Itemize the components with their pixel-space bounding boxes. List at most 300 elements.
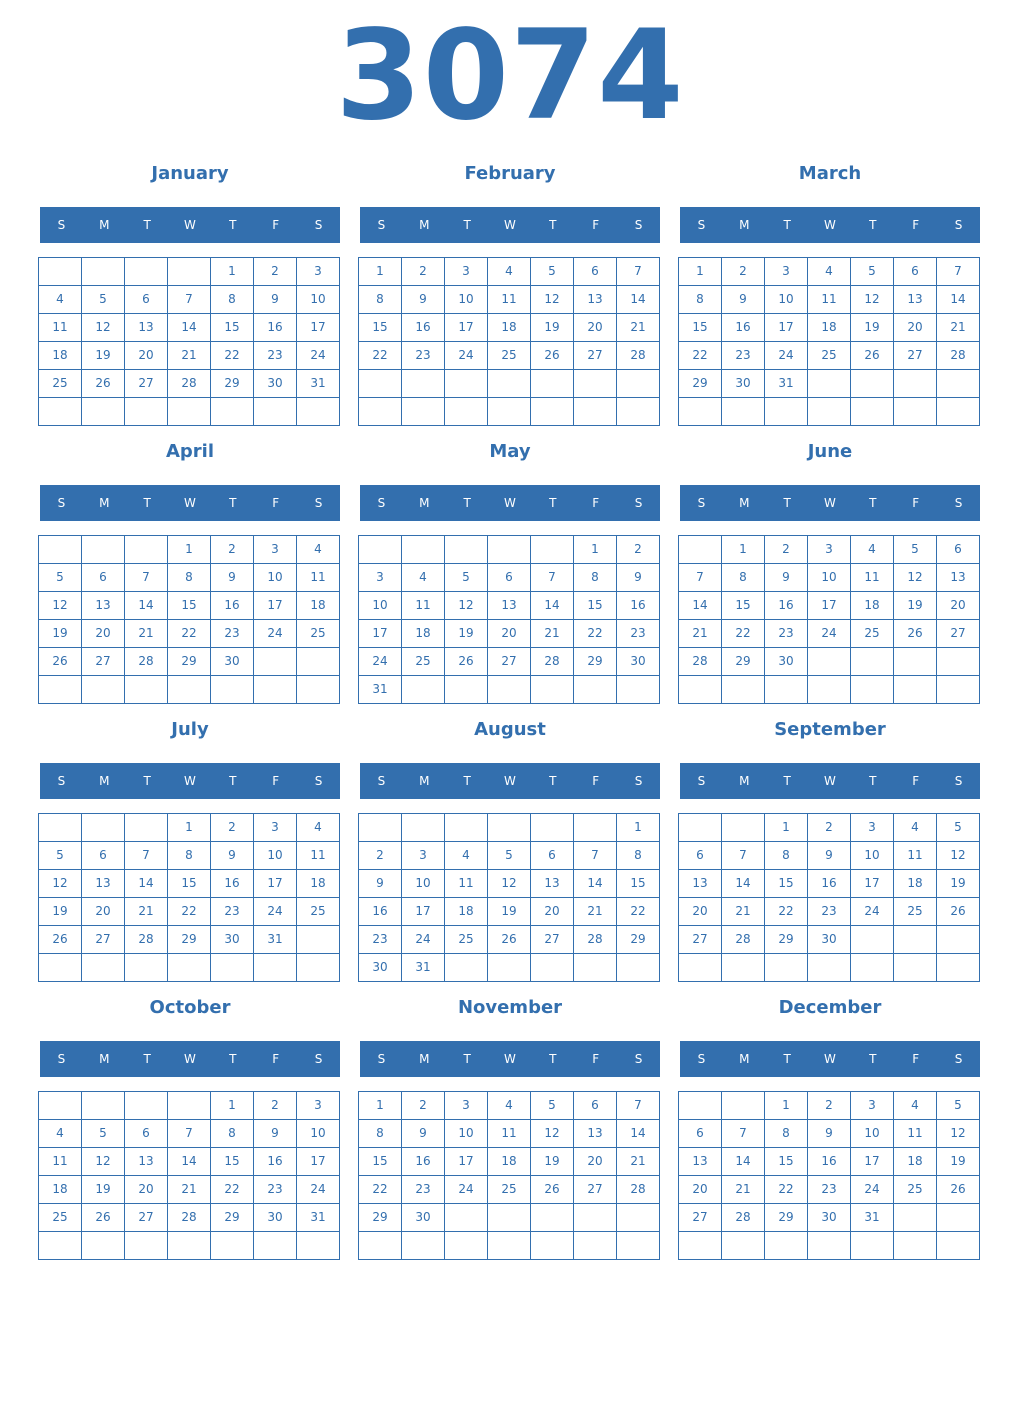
day-cell[interactable]: 27 xyxy=(81,925,125,954)
day-cell[interactable]: 31 xyxy=(296,369,340,398)
day-cell[interactable]: 25 xyxy=(893,897,937,926)
day-cell[interactable]: 1 xyxy=(210,257,254,286)
day-cell[interactable]: 18 xyxy=(487,313,531,342)
day-cell[interactable]: 30 xyxy=(210,925,254,954)
day-cell[interactable]: 5 xyxy=(81,285,125,314)
day-cell[interactable]: 7 xyxy=(721,1119,765,1148)
day-cell[interactable]: 6 xyxy=(678,1119,722,1148)
day-cell[interactable]: 18 xyxy=(38,341,82,370)
day-cell[interactable]: 12 xyxy=(530,1119,574,1148)
day-cell[interactable]: 12 xyxy=(81,313,125,342)
day-cell[interactable]: 6 xyxy=(81,841,125,870)
day-cell[interactable]: 15 xyxy=(358,313,402,342)
day-cell[interactable]: 30 xyxy=(401,1203,445,1232)
day-cell[interactable]: 16 xyxy=(721,313,765,342)
day-cell[interactable]: 29 xyxy=(358,1203,402,1232)
day-cell[interactable]: 22 xyxy=(721,619,765,648)
day-cell[interactable]: 30 xyxy=(807,1203,851,1232)
day-cell[interactable]: 13 xyxy=(487,591,531,620)
day-cell[interactable]: 3 xyxy=(358,563,402,592)
day-cell[interactable]: 8 xyxy=(573,563,617,592)
day-cell[interactable]: 19 xyxy=(81,1175,125,1204)
day-cell[interactable]: 23 xyxy=(210,897,254,926)
day-cell[interactable]: 12 xyxy=(81,1147,125,1176)
day-cell[interactable]: 14 xyxy=(530,591,574,620)
day-cell[interactable]: 2 xyxy=(253,257,297,286)
day-cell[interactable]: 4 xyxy=(487,1091,531,1120)
day-cell[interactable]: 25 xyxy=(296,619,340,648)
day-cell[interactable]: 29 xyxy=(210,1203,254,1232)
day-cell[interactable]: 26 xyxy=(936,1175,980,1204)
day-cell[interactable]: 13 xyxy=(81,869,125,898)
day-cell[interactable]: 16 xyxy=(807,1147,851,1176)
day-cell[interactable]: 9 xyxy=(401,285,445,314)
day-cell[interactable]: 9 xyxy=(721,285,765,314)
day-cell[interactable]: 18 xyxy=(38,1175,82,1204)
day-cell[interactable]: 22 xyxy=(573,619,617,648)
day-cell[interactable]: 27 xyxy=(487,647,531,676)
day-cell[interactable]: 8 xyxy=(358,285,402,314)
day-cell[interactable]: 25 xyxy=(487,341,531,370)
day-cell[interactable]: 25 xyxy=(807,341,851,370)
day-cell[interactable]: 6 xyxy=(124,285,168,314)
day-cell[interactable]: 15 xyxy=(678,313,722,342)
day-cell[interactable]: 13 xyxy=(678,869,722,898)
day-cell[interactable]: 28 xyxy=(530,647,574,676)
day-cell[interactable]: 23 xyxy=(807,897,851,926)
day-cell[interactable]: 19 xyxy=(38,897,82,926)
day-cell[interactable]: 19 xyxy=(81,341,125,370)
day-cell[interactable]: 24 xyxy=(296,1175,340,1204)
day-cell[interactable]: 6 xyxy=(124,1119,168,1148)
day-cell[interactable]: 28 xyxy=(616,341,660,370)
day-cell[interactable]: 9 xyxy=(764,563,808,592)
day-cell[interactable]: 6 xyxy=(530,841,574,870)
day-cell[interactable]: 23 xyxy=(210,619,254,648)
day-cell[interactable]: 5 xyxy=(530,1091,574,1120)
day-cell[interactable]: 20 xyxy=(573,1147,617,1176)
day-cell[interactable]: 29 xyxy=(573,647,617,676)
day-cell[interactable]: 14 xyxy=(678,591,722,620)
day-cell[interactable]: 24 xyxy=(444,1175,488,1204)
day-cell[interactable]: 6 xyxy=(893,257,937,286)
day-cell[interactable]: 11 xyxy=(807,285,851,314)
day-cell[interactable]: 3 xyxy=(296,1091,340,1120)
day-cell[interactable]: 16 xyxy=(210,869,254,898)
day-cell[interactable]: 2 xyxy=(210,535,254,564)
day-cell[interactable]: 10 xyxy=(444,285,488,314)
day-cell[interactable]: 1 xyxy=(210,1091,254,1120)
day-cell[interactable]: 15 xyxy=(167,591,211,620)
day-cell[interactable]: 21 xyxy=(124,897,168,926)
day-cell[interactable]: 10 xyxy=(764,285,808,314)
day-cell[interactable]: 17 xyxy=(850,869,894,898)
day-cell[interactable]: 3 xyxy=(850,1091,894,1120)
day-cell[interactable]: 14 xyxy=(167,1147,211,1176)
day-cell[interactable]: 11 xyxy=(296,563,340,592)
day-cell[interactable]: 26 xyxy=(530,341,574,370)
day-cell[interactable]: 22 xyxy=(167,897,211,926)
day-cell[interactable]: 15 xyxy=(210,1147,254,1176)
day-cell[interactable]: 30 xyxy=(210,647,254,676)
day-cell[interactable]: 12 xyxy=(936,841,980,870)
day-cell[interactable]: 16 xyxy=(253,313,297,342)
day-cell[interactable]: 30 xyxy=(764,647,808,676)
day-cell[interactable]: 29 xyxy=(616,925,660,954)
day-cell[interactable]: 20 xyxy=(893,313,937,342)
day-cell[interactable]: 15 xyxy=(616,869,660,898)
day-cell[interactable]: 18 xyxy=(487,1147,531,1176)
day-cell[interactable]: 15 xyxy=(358,1147,402,1176)
day-cell[interactable]: 20 xyxy=(124,1175,168,1204)
day-cell[interactable]: 25 xyxy=(893,1175,937,1204)
day-cell[interactable]: 8 xyxy=(358,1119,402,1148)
day-cell[interactable]: 7 xyxy=(721,841,765,870)
day-cell[interactable]: 1 xyxy=(616,813,660,842)
day-cell[interactable]: 23 xyxy=(358,925,402,954)
day-cell[interactable]: 26 xyxy=(81,1203,125,1232)
day-cell[interactable]: 7 xyxy=(530,563,574,592)
day-cell[interactable]: 8 xyxy=(678,285,722,314)
day-cell[interactable]: 8 xyxy=(210,1119,254,1148)
day-cell[interactable]: 1 xyxy=(764,813,808,842)
day-cell[interactable]: 2 xyxy=(253,1091,297,1120)
day-cell[interactable]: 3 xyxy=(401,841,445,870)
day-cell[interactable]: 10 xyxy=(444,1119,488,1148)
day-cell[interactable]: 12 xyxy=(893,563,937,592)
day-cell[interactable]: 8 xyxy=(167,841,211,870)
day-cell[interactable]: 9 xyxy=(616,563,660,592)
day-cell[interactable]: 23 xyxy=(721,341,765,370)
day-cell[interactable]: 10 xyxy=(358,591,402,620)
day-cell[interactable]: 14 xyxy=(124,869,168,898)
day-cell[interactable]: 30 xyxy=(358,953,402,982)
day-cell[interactable]: 13 xyxy=(893,285,937,314)
day-cell[interactable]: 18 xyxy=(893,1147,937,1176)
day-cell[interactable]: 25 xyxy=(850,619,894,648)
day-cell[interactable]: 18 xyxy=(807,313,851,342)
day-cell[interactable]: 2 xyxy=(721,257,765,286)
day-cell[interactable]: 4 xyxy=(444,841,488,870)
day-cell[interactable]: 16 xyxy=(401,313,445,342)
day-cell[interactable]: 5 xyxy=(444,563,488,592)
day-cell[interactable]: 24 xyxy=(850,897,894,926)
day-cell[interactable]: 20 xyxy=(678,1175,722,1204)
day-cell[interactable]: 15 xyxy=(721,591,765,620)
day-cell[interactable]: 21 xyxy=(721,897,765,926)
day-cell[interactable]: 25 xyxy=(296,897,340,926)
day-cell[interactable]: 14 xyxy=(616,285,660,314)
day-cell[interactable]: 12 xyxy=(38,591,82,620)
day-cell[interactable]: 10 xyxy=(296,285,340,314)
day-cell[interactable]: 8 xyxy=(764,841,808,870)
day-cell[interactable]: 19 xyxy=(444,619,488,648)
day-cell[interactable]: 5 xyxy=(487,841,531,870)
day-cell[interactable]: 19 xyxy=(893,591,937,620)
day-cell[interactable]: 20 xyxy=(678,897,722,926)
day-cell[interactable]: 5 xyxy=(850,257,894,286)
day-cell[interactable]: 10 xyxy=(850,841,894,870)
day-cell[interactable]: 21 xyxy=(678,619,722,648)
day-cell[interactable]: 7 xyxy=(573,841,617,870)
day-cell[interactable]: 4 xyxy=(38,285,82,314)
day-cell[interactable]: 27 xyxy=(893,341,937,370)
day-cell[interactable]: 12 xyxy=(850,285,894,314)
day-cell[interactable]: 9 xyxy=(401,1119,445,1148)
day-cell[interactable]: 2 xyxy=(358,841,402,870)
day-cell[interactable]: 2 xyxy=(616,535,660,564)
day-cell[interactable]: 14 xyxy=(124,591,168,620)
day-cell[interactable]: 8 xyxy=(616,841,660,870)
day-cell[interactable]: 5 xyxy=(81,1119,125,1148)
day-cell[interactable]: 29 xyxy=(764,1203,808,1232)
day-cell[interactable]: 10 xyxy=(401,869,445,898)
day-cell[interactable]: 4 xyxy=(893,813,937,842)
day-cell[interactable]: 28 xyxy=(678,647,722,676)
day-cell[interactable]: 19 xyxy=(38,619,82,648)
day-cell[interactable]: 27 xyxy=(124,369,168,398)
day-cell[interactable]: 24 xyxy=(807,619,851,648)
day-cell[interactable]: 21 xyxy=(936,313,980,342)
day-cell[interactable]: 21 xyxy=(167,1175,211,1204)
day-cell[interactable]: 24 xyxy=(296,341,340,370)
day-cell[interactable]: 2 xyxy=(807,1091,851,1120)
day-cell[interactable]: 29 xyxy=(678,369,722,398)
day-cell[interactable]: 19 xyxy=(530,1147,574,1176)
day-cell[interactable]: 2 xyxy=(764,535,808,564)
day-cell[interactable]: 16 xyxy=(210,591,254,620)
day-cell[interactable]: 6 xyxy=(936,535,980,564)
day-cell[interactable]: 1 xyxy=(678,257,722,286)
day-cell[interactable]: 4 xyxy=(401,563,445,592)
day-cell[interactable]: 24 xyxy=(764,341,808,370)
day-cell[interactable]: 1 xyxy=(358,1091,402,1120)
day-cell[interactable]: 3 xyxy=(807,535,851,564)
day-cell[interactable]: 22 xyxy=(616,897,660,926)
day-cell[interactable]: 15 xyxy=(573,591,617,620)
day-cell[interactable]: 24 xyxy=(253,619,297,648)
day-cell[interactable]: 29 xyxy=(167,647,211,676)
day-cell[interactable]: 26 xyxy=(893,619,937,648)
day-cell[interactable]: 8 xyxy=(167,563,211,592)
day-cell[interactable]: 26 xyxy=(444,647,488,676)
day-cell[interactable]: 27 xyxy=(124,1203,168,1232)
day-cell[interactable]: 15 xyxy=(167,869,211,898)
day-cell[interactable]: 25 xyxy=(487,1175,531,1204)
day-cell[interactable]: 26 xyxy=(81,369,125,398)
day-cell[interactable]: 22 xyxy=(764,1175,808,1204)
day-cell[interactable]: 6 xyxy=(487,563,531,592)
day-cell[interactable]: 16 xyxy=(616,591,660,620)
day-cell[interactable]: 12 xyxy=(487,869,531,898)
day-cell[interactable]: 10 xyxy=(253,563,297,592)
day-cell[interactable]: 14 xyxy=(721,869,765,898)
day-cell[interactable]: 31 xyxy=(358,675,402,704)
day-cell[interactable]: 18 xyxy=(401,619,445,648)
day-cell[interactable]: 5 xyxy=(936,1091,980,1120)
day-cell[interactable]: 27 xyxy=(530,925,574,954)
day-cell[interactable]: 21 xyxy=(124,619,168,648)
day-cell[interactable]: 13 xyxy=(124,313,168,342)
day-cell[interactable]: 7 xyxy=(936,257,980,286)
day-cell[interactable]: 18 xyxy=(850,591,894,620)
day-cell[interactable]: 2 xyxy=(807,813,851,842)
day-cell[interactable]: 9 xyxy=(807,841,851,870)
day-cell[interactable]: 19 xyxy=(530,313,574,342)
day-cell[interactable]: 20 xyxy=(81,619,125,648)
day-cell[interactable]: 30 xyxy=(616,647,660,676)
day-cell[interactable]: 28 xyxy=(167,369,211,398)
day-cell[interactable]: 17 xyxy=(444,1147,488,1176)
day-cell[interactable]: 25 xyxy=(444,925,488,954)
day-cell[interactable]: 22 xyxy=(167,619,211,648)
day-cell[interactable]: 12 xyxy=(530,285,574,314)
day-cell[interactable]: 25 xyxy=(38,369,82,398)
day-cell[interactable]: 29 xyxy=(721,647,765,676)
day-cell[interactable]: 29 xyxy=(210,369,254,398)
day-cell[interactable]: 27 xyxy=(678,1203,722,1232)
day-cell[interactable]: 7 xyxy=(167,285,211,314)
day-cell[interactable]: 6 xyxy=(573,1091,617,1120)
day-cell[interactable]: 21 xyxy=(573,897,617,926)
day-cell[interactable]: 14 xyxy=(573,869,617,898)
day-cell[interactable]: 18 xyxy=(444,897,488,926)
day-cell[interactable]: 17 xyxy=(253,591,297,620)
day-cell[interactable]: 17 xyxy=(764,313,808,342)
day-cell[interactable]: 13 xyxy=(678,1147,722,1176)
day-cell[interactable]: 4 xyxy=(487,257,531,286)
day-cell[interactable]: 22 xyxy=(678,341,722,370)
day-cell[interactable]: 20 xyxy=(936,591,980,620)
day-cell[interactable]: 3 xyxy=(444,1091,488,1120)
day-cell[interactable]: 6 xyxy=(81,563,125,592)
day-cell[interactable]: 20 xyxy=(530,897,574,926)
day-cell[interactable]: 4 xyxy=(296,813,340,842)
day-cell[interactable]: 21 xyxy=(616,313,660,342)
day-cell[interactable]: 31 xyxy=(850,1203,894,1232)
day-cell[interactable]: 5 xyxy=(38,841,82,870)
day-cell[interactable]: 16 xyxy=(807,869,851,898)
day-cell[interactable]: 6 xyxy=(678,841,722,870)
day-cell[interactable]: 30 xyxy=(253,369,297,398)
day-cell[interactable]: 18 xyxy=(296,869,340,898)
day-cell[interactable]: 9 xyxy=(210,563,254,592)
day-cell[interactable]: 2 xyxy=(401,257,445,286)
day-cell[interactable]: 1 xyxy=(764,1091,808,1120)
day-cell[interactable]: 19 xyxy=(936,869,980,898)
day-cell[interactable]: 16 xyxy=(764,591,808,620)
day-cell[interactable]: 18 xyxy=(296,591,340,620)
day-cell[interactable]: 16 xyxy=(253,1147,297,1176)
day-cell[interactable]: 24 xyxy=(401,925,445,954)
day-cell[interactable]: 14 xyxy=(721,1147,765,1176)
day-cell[interactable]: 12 xyxy=(444,591,488,620)
day-cell[interactable]: 30 xyxy=(807,925,851,954)
day-cell[interactable]: 23 xyxy=(401,1175,445,1204)
day-cell[interactable]: 5 xyxy=(38,563,82,592)
day-cell[interactable]: 25 xyxy=(38,1203,82,1232)
day-cell[interactable]: 26 xyxy=(487,925,531,954)
day-cell[interactable]: 19 xyxy=(487,897,531,926)
day-cell[interactable]: 15 xyxy=(764,1147,808,1176)
day-cell[interactable]: 15 xyxy=(210,313,254,342)
day-cell[interactable]: 23 xyxy=(253,341,297,370)
day-cell[interactable]: 23 xyxy=(807,1175,851,1204)
day-cell[interactable]: 17 xyxy=(296,313,340,342)
day-cell[interactable]: 4 xyxy=(807,257,851,286)
day-cell[interactable]: 2 xyxy=(210,813,254,842)
day-cell[interactable]: 16 xyxy=(401,1147,445,1176)
day-cell[interactable]: 11 xyxy=(38,1147,82,1176)
day-cell[interactable]: 27 xyxy=(678,925,722,954)
day-cell[interactable]: 7 xyxy=(678,563,722,592)
day-cell[interactable]: 2 xyxy=(401,1091,445,1120)
day-cell[interactable]: 17 xyxy=(850,1147,894,1176)
day-cell[interactable]: 9 xyxy=(210,841,254,870)
day-cell[interactable]: 13 xyxy=(573,1119,617,1148)
day-cell[interactable]: 28 xyxy=(616,1175,660,1204)
day-cell[interactable]: 1 xyxy=(167,813,211,842)
day-cell[interactable]: 18 xyxy=(893,869,937,898)
day-cell[interactable]: 3 xyxy=(253,535,297,564)
day-cell[interactable]: 30 xyxy=(253,1203,297,1232)
day-cell[interactable]: 11 xyxy=(401,591,445,620)
day-cell[interactable]: 7 xyxy=(167,1119,211,1148)
day-cell[interactable]: 31 xyxy=(764,369,808,398)
day-cell[interactable]: 20 xyxy=(124,341,168,370)
day-cell[interactable]: 10 xyxy=(296,1119,340,1148)
day-cell[interactable]: 14 xyxy=(167,313,211,342)
day-cell[interactable]: 7 xyxy=(616,1091,660,1120)
day-cell[interactable]: 30 xyxy=(721,369,765,398)
day-cell[interactable]: 1 xyxy=(358,257,402,286)
day-cell[interactable]: 7 xyxy=(124,563,168,592)
day-cell[interactable]: 28 xyxy=(124,925,168,954)
day-cell[interactable]: 20 xyxy=(81,897,125,926)
day-cell[interactable]: 16 xyxy=(358,897,402,926)
day-cell[interactable]: 8 xyxy=(721,563,765,592)
day-cell[interactable]: 31 xyxy=(253,925,297,954)
day-cell[interactable]: 24 xyxy=(358,647,402,676)
day-cell[interactable]: 28 xyxy=(936,341,980,370)
day-cell[interactable]: 22 xyxy=(358,1175,402,1204)
day-cell[interactable]: 29 xyxy=(764,925,808,954)
day-cell[interactable]: 7 xyxy=(124,841,168,870)
day-cell[interactable]: 9 xyxy=(358,869,402,898)
day-cell[interactable]: 10 xyxy=(807,563,851,592)
day-cell[interactable]: 17 xyxy=(401,897,445,926)
day-cell[interactable]: 19 xyxy=(850,313,894,342)
day-cell[interactable]: 20 xyxy=(487,619,531,648)
day-cell[interactable]: 24 xyxy=(850,1175,894,1204)
day-cell[interactable]: 13 xyxy=(81,591,125,620)
day-cell[interactable]: 8 xyxy=(210,285,254,314)
day-cell[interactable]: 3 xyxy=(850,813,894,842)
day-cell[interactable]: 10 xyxy=(850,1119,894,1148)
day-cell[interactable]: 23 xyxy=(764,619,808,648)
day-cell[interactable]: 28 xyxy=(573,925,617,954)
day-cell[interactable]: 3 xyxy=(444,257,488,286)
day-cell[interactable]: 22 xyxy=(764,897,808,926)
day-cell[interactable]: 12 xyxy=(936,1119,980,1148)
day-cell[interactable]: 29 xyxy=(167,925,211,954)
day-cell[interactable]: 11 xyxy=(296,841,340,870)
day-cell[interactable]: 13 xyxy=(124,1147,168,1176)
day-cell[interactable]: 10 xyxy=(253,841,297,870)
day-cell[interactable]: 13 xyxy=(936,563,980,592)
day-cell[interactable]: 17 xyxy=(253,869,297,898)
day-cell[interactable]: 28 xyxy=(167,1203,211,1232)
